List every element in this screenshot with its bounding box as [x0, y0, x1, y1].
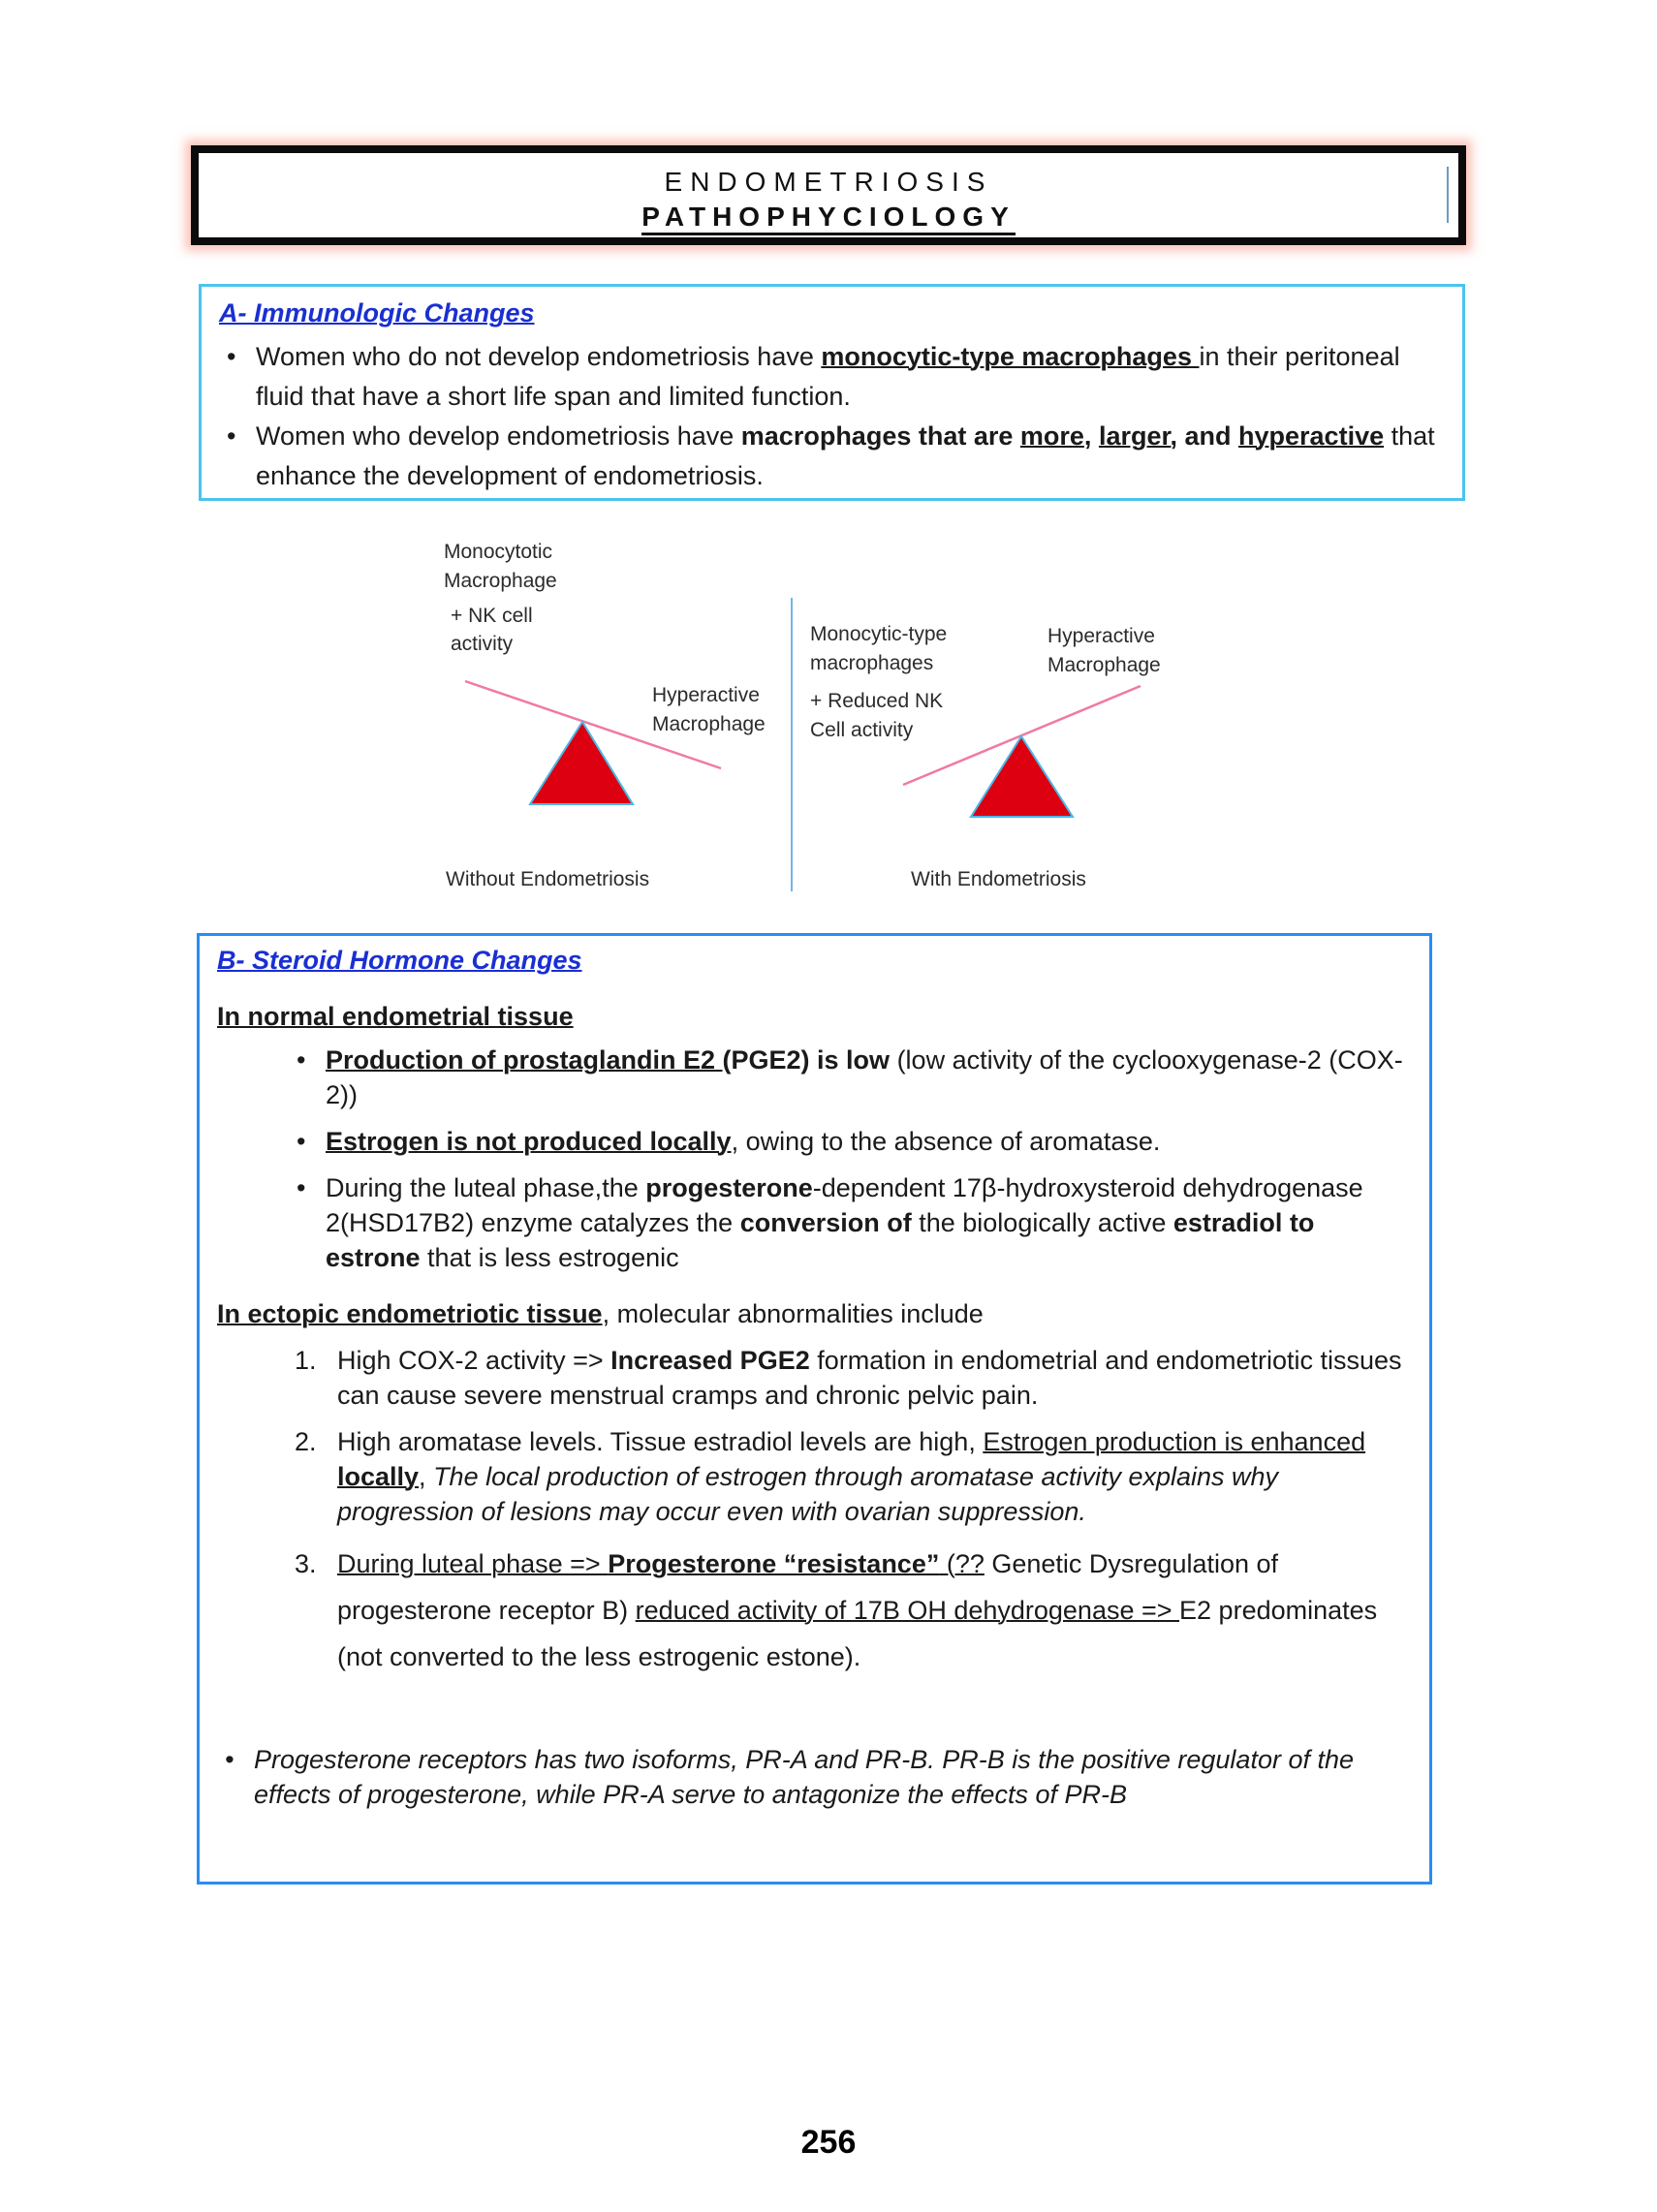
- document-title: ENDOMETRIOSIS: [664, 167, 993, 197]
- list-item: 3. During luteal phase => Progesterone “resistance” (?? Genetic Dysregulation of progesterone receptor B) reduced activity of 17B OH dehydrogenase => E2 predominates (not converted to the less estrogenic estone).: [295, 1549, 1378, 1671]
- title-box: [191, 145, 1466, 245]
- emphasis: monocytic-type macrophages: [821, 342, 1200, 371]
- page-number: 256: [800, 2124, 857, 2161]
- label-monocytic-type: Monocytic-type: [810, 623, 948, 645]
- section-a-heading: A- Immunologic Changes: [219, 298, 535, 327]
- list-item: • Estrogen is not produced locally, owing to the absence of aromatase.: [289, 1124, 1403, 1159]
- list-item: 2. High aromatase levels. Tissue estradiol levels are high, Estrogen production is enhanced locally, The local production of estrogen through aromatase activity explains why progression of lesions may occur even with ovarian suppression.: [295, 1427, 1366, 1526]
- decorative-divider: [1447, 167, 1449, 223]
- label-macrophages: macrophages: [810, 652, 934, 674]
- label-monocytotic: Monocytotic: [444, 541, 553, 563]
- label-hyperactive-macrophage-right: Macrophage: [1047, 654, 1161, 676]
- ectopic-abnormalities-list: [289, 1343, 1413, 1692]
- caption-without-endometriosis: Without Endometriosis: [446, 868, 650, 890]
- label-hyperactive-macrophage: Macrophage: [652, 713, 766, 735]
- label-macrophage: Macrophage: [444, 570, 557, 592]
- macrophage-balance-diagram: [426, 528, 1221, 916]
- label-reduced-nk: + Reduced NK: [810, 690, 944, 712]
- list-item: • Production of prostaglandin E2 (PGE2) is low (low activity of the cyclooxygenase-2 (COX-2)): [289, 1043, 1403, 1112]
- label-hyperactive-right: Hyperactive: [1047, 625, 1155, 647]
- list-item: • During the luteal phase,the progesterone-dependent 17β-hydroxysteroid dehydrogenase 2(HSD17B2) enzyme catalyzes the conversion of the biologically active estradiol to estrone that is less estrogenic: [289, 1170, 1403, 1275]
- progesterone-receptor-note: [217, 1742, 1419, 1812]
- normal-tissue-heading: In normal endometrial tissue: [217, 1002, 574, 1031]
- list-item: • Progesterone receptors has two isoforms, PR-A and PR-B. PR-B is the positive regulator of the effects of progesterone, while PR-A serve to antagonize the effects of PR-B: [217, 1742, 1419, 1812]
- label-nk-cell: + NK cell: [451, 605, 533, 627]
- document-subtitle: PATHOPHYCIOLOGY: [199, 202, 1458, 233]
- label-activity: activity: [451, 633, 514, 655]
- right-fulcrum-triangle: [971, 736, 1073, 817]
- section-b-heading: B- Steroid Hormone Changes: [217, 946, 582, 975]
- list-item: • Women who develop endometriosis have macrophages that are more, larger, and hyperactive that enhance the development of endometriosis.: [219, 417, 1450, 496]
- immunologic-bullet-list: [219, 337, 1450, 496]
- list-item: 1. High COX-2 activity => Increased PGE2 formation in endometrial and endometriotic tissues can cause severe menstrual cramps and chronic pelvic pain.: [295, 1346, 1402, 1410]
- list-item: • Women who do not develop endometriosis have monocytic-type macrophages in their peritoneal fluid that have a short life span and limited function.: [219, 337, 1450, 417]
- section-steroid-hormone-changes: [197, 933, 1432, 1885]
- section-immunologic-changes: [199, 284, 1465, 501]
- caption-with-endometriosis: With Endometriosis: [911, 868, 1086, 890]
- ectopic-tissue-heading: In ectopic endometriotic tissue, molecular abnormalities include: [217, 1299, 984, 1328]
- label-hyperactive: Hyperactive: [652, 684, 760, 706]
- label-cell-activity: Cell activity: [810, 719, 914, 741]
- normal-tissue-list: [289, 1043, 1403, 1287]
